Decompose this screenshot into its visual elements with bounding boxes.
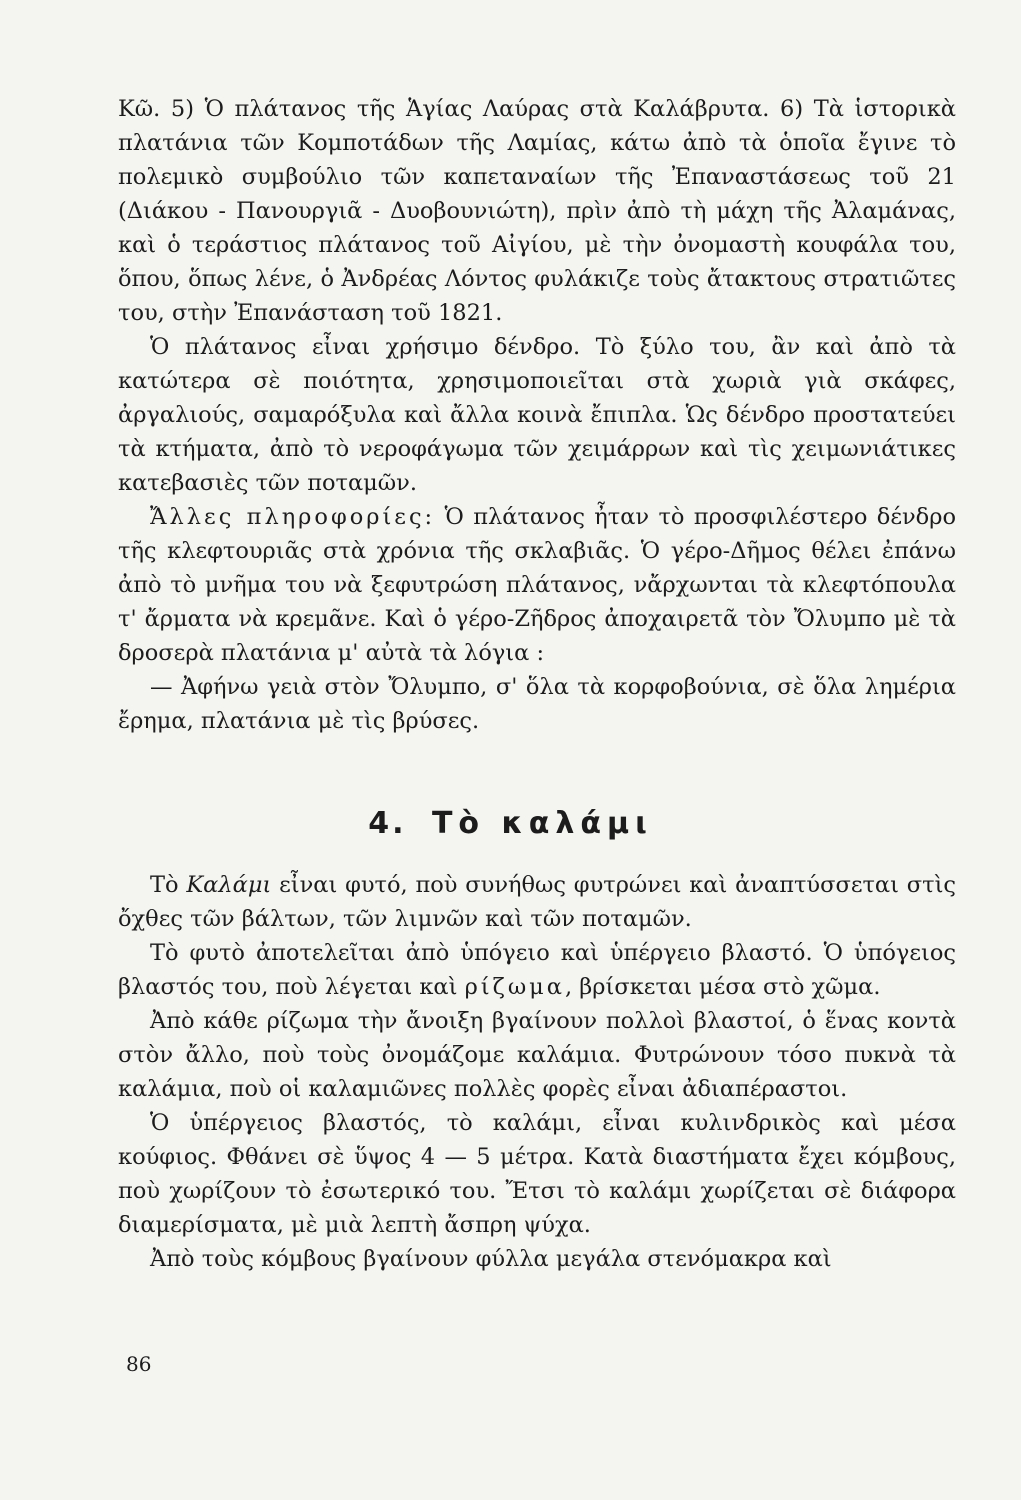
paragraph-plane-tree-list: Κῶ. 5) Ὁ πλάτανος τῆς Ἁγίας Λαύρας στὰ Καλάβρυτα. 6) Τὰ ἱστορικὰ πλατάνια τῶν Κομποτάδων τῆς Λαμίας, κάτω ἀπὸ τὰ ὁποῖα ἔγινε τὸ πολεμικὸ συμβούλιο τῶν καπεταναίων τῆς Ἐπαναστάσεως τοῦ 21 (Διάκου - Πανουργιᾶ - Δυοβουνιώτη), πρὶν ἀπὸ τὴ μάχη τῆς Ἀλαμάνας, καὶ ὁ τεράστιος πλάτανος τοῦ Αἰγίου, μὲ τὴν ὀνομαστὴ κουφάλα του, ὅπου, ὅπως λένε, ὁ Ἀνδρέας Λόντος φυλάκιζε τοὺς ἄτακτους στρατιῶτες του, στὴν Ἐπανάσταση τοῦ 1821. xyxy=(118,96,956,326)
paragraph-reed-stems xyxy=(118,936,956,1004)
folk-song-quote: — Ἀφήνω γειὰ στὸν Ὄλυμπο, σ' ὅλα τὰ κορφοβούνια, σὲ ὅλα λημέρια ἔρημα, πλατάνια μὲ τὶς βρύσες. xyxy=(118,674,956,734)
bottom-text-block xyxy=(118,868,956,1276)
top-text-block xyxy=(118,92,956,738)
term-reed: Καλάμι xyxy=(186,872,272,898)
page-number: 86 xyxy=(126,1352,152,1376)
paragraph-other-information xyxy=(118,500,956,670)
paragraph-reed-stalk: Ὁ ὑπέργειος βλαστός, τὸ καλάμι, εἶναι κυλινδρικὸς καὶ μέσα κούφιος. Φθάνει σὲ ὕψος 4 — 5 μέτρα. Κατὰ διαστήματα ἔχει κόμβους, ποὺ χωρίζουν τὸ ἐσωτερικό του. Ἔτσι τὸ καλάμι χωρίζεται σὲ διάφορα διαμερίσματα, μὲ μιὰ λεπτὴ ἄσπρη ψύχα. xyxy=(118,1110,956,1238)
other-information-label: Ἄλλες πληροφορίες: xyxy=(150,504,436,530)
other-information-text: Ὁ πλάτανος ἦταν τὸ προσφιλέστερο δένδρο τῆς κλεφτουριᾶς στὰ χρόνια τῆς σκλαβιᾶς. Ὁ γέρο-Δῆμος θέλει ἐπάνω ἀπὸ τὸ μνῆμα του νὰ ξεφυτρώση πλάτανος, νἄρχωνται τὰ κλεφτόπουλα τ' ἄρματα νὰ κρεμᾶνε. Καὶ ὁ γέρο-Ζῆδρος ἀποχαιρετᾶ τὸν Ὄλυμπο μὲ τὰ δροσερὰ πλατάνια μ' αὐτὰ τὰ λόγια : xyxy=(118,504,957,666)
section-heading xyxy=(0,806,1021,841)
reed-stems-start: Τὸ φυτὸ ἀποτελεῖται ἀπὸ ὑπόγειο καὶ ὑπέργειο βλαστό. Ὁ ὑπόγειος βλαστός του, ποὺ λέγεται καὶ xyxy=(118,940,956,1000)
section-title: Τὸ καλάμι xyxy=(431,806,653,841)
paragraph-reed-leaves: Ἀπὸ τοὺς κόμβους βγαίνουν φύλλα μεγάλα στενόμακρα καὶ xyxy=(150,1246,832,1272)
paragraph-reed-definition xyxy=(118,868,956,936)
reed-definition-end: εἶναι φυτό, ποὺ συνήθως φυτρώνει καὶ ἀναπτύσσεται στὶς ὄχθες τῶν βάλτων, τῶν λιμνῶν καὶ τῶν ποταμῶν. xyxy=(118,872,956,932)
paragraph-reed-shoots: Ἀπὸ κάθε ρίζωμα τὴν ἄνοιξη βγαίνουν πολλοὶ βλαστοί, ὁ ἕνας κοντὰ στὸν ἄλλο, ποὺ τοὺς ὀνομάζομε καλάμια. Φυτρώνουν τόσο πυκνὰ τὰ καλάμια, ποὺ οἱ καλαμιῶνες πολλὲς φορὲς εἶναι ἀδιαπέραστοι. xyxy=(118,1008,956,1102)
paragraph-plane-tree-uses: Ὁ πλάτανος εἶναι χρήσιμο δένδρο. Τὸ ξύλο του, ἂν καὶ ἀπὸ τὰ κατώτερα σὲ ποιότητα, χρησιμοποιεῖται στὰ χωριὰ γιὰ σκάφες, ἀργαλιούς, σαμαρόξυλα καὶ ἄλλα κοινὰ ἔπιπλα. Ὡς δένδρο προστατεύει τὰ κτήματα, ἀπὸ τὸ νεροφάγωμα τῶν χειμάρρων καὶ τὶς χειμωνιάτικες κατεβασιὲς τῶν ποταμῶν. xyxy=(118,334,956,496)
term-rhizome: ρίζωμα xyxy=(464,974,565,1000)
reed-stems-end: , βρίσκεται μέσα στὸ χῶμα. xyxy=(565,974,881,1000)
reed-definition-start: Τὸ xyxy=(150,872,187,898)
section-number: 4. xyxy=(368,806,407,841)
